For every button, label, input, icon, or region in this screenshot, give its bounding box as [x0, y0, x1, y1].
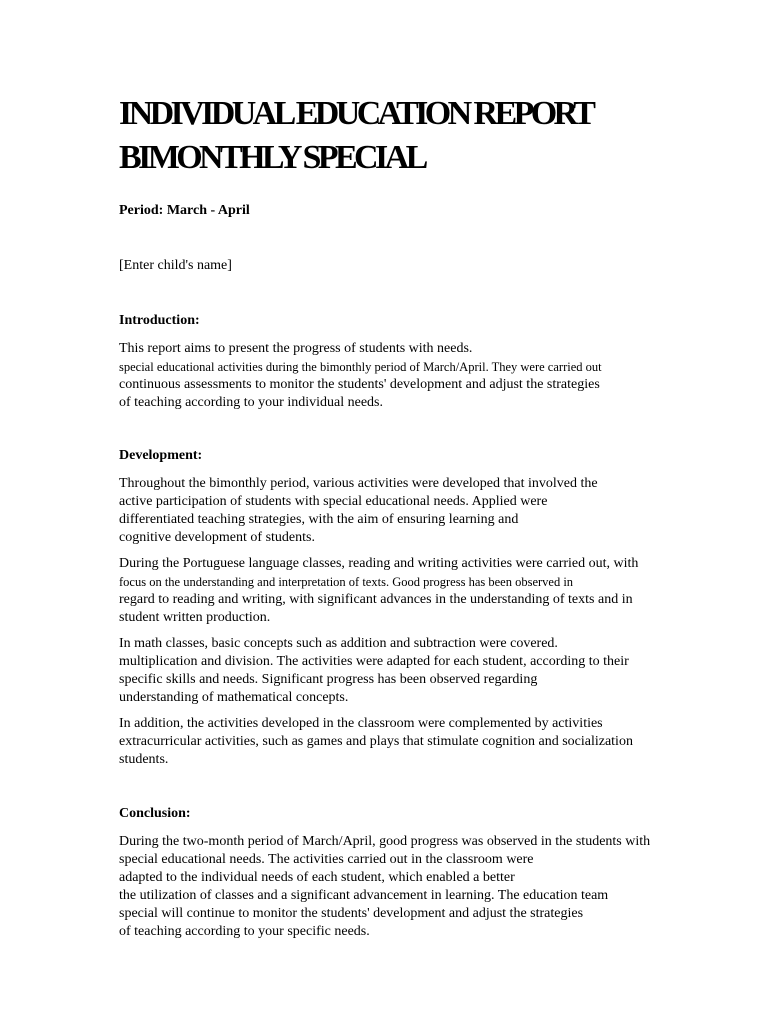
development-line: understanding of mathematical concepts. — [119, 690, 349, 705]
conclusion-paragraph — [119, 833, 679, 941]
child-name-placeholder: [Enter child's name] — [119, 258, 232, 273]
introduction-line: of teaching according to your individual needs. — [119, 395, 383, 410]
development-line: Throughout the bimonthly period, various activities were developed that involved the — [119, 476, 598, 491]
introduction-line: This report aims to present the progress of students with needs. — [119, 341, 473, 356]
development-line: extracurricular activities, such as games and plays that stimulate cognition and socialization — [119, 734, 633, 749]
development-line: students. — [119, 752, 169, 767]
introduction-line: special educational activities during the bimonthly period of March/April. They were carried out — [119, 360, 602, 374]
development-paragraph-1 — [119, 475, 679, 547]
development-paragraph-4 — [119, 715, 679, 769]
development-heading: Development: — [119, 448, 203, 463]
document-title-line-1: INDIVIDUAL EDUCATION REPORT — [119, 95, 593, 132]
development-paragraph-2 — [119, 555, 679, 627]
conclusion-line: the utilization of classes and a significant advancement in learning. The education team — [119, 888, 609, 903]
conclusion-line: of teaching according to your specific needs. — [119, 924, 370, 939]
introduction-paragraph — [119, 340, 679, 412]
introduction-line: continuous assessments to monitor the students' development and adjust the strategies — [119, 377, 600, 392]
development-line: In math classes, basic concepts such as addition and subtraction were covered. — [119, 636, 558, 651]
report-period: Period: March - April — [119, 203, 250, 218]
development-line: active participation of students with special educational needs. Applied were — [119, 494, 548, 509]
conclusion-line: During the two-month period of March/April, good progress was observed in the students with — [119, 834, 651, 849]
document-title-line-2: BIMONTHLY SPECIAL — [119, 139, 425, 176]
development-paragraph-3 — [119, 635, 679, 707]
development-line: In addition, the activities developed in the classroom were complemented by activities — [119, 716, 603, 731]
conclusion-line: adapted to the individual needs of each student, which enabled a better — [119, 870, 515, 885]
conclusion-line: special will continue to monitor the students' development and adjust the strategies — [119, 906, 584, 921]
development-line: regard to reading and writing, with significant advances in the understanding of texts and in — [119, 592, 633, 607]
conclusion-heading: Conclusion: — [119, 806, 191, 821]
development-line: multiplication and division. The activities were adapted for each student, according to their — [119, 654, 629, 669]
development-line: cognitive development of students. — [119, 530, 315, 545]
development-line: differentiated teaching strategies, with the aim of ensuring learning and — [119, 512, 519, 527]
development-line: During the Portuguese language classes, reading and writing activities were carried out, with — [119, 556, 639, 571]
introduction-heading: Introduction: — [119, 313, 200, 328]
conclusion-line: special educational needs. The activities carried out in the classroom were — [119, 852, 534, 867]
development-line: specific skills and needs. Significant progress has been observed regarding — [119, 672, 538, 687]
development-line: student written production. — [119, 610, 271, 625]
development-line: focus on the understanding and interpretation of texts. Good progress has been observed in — [119, 575, 574, 589]
